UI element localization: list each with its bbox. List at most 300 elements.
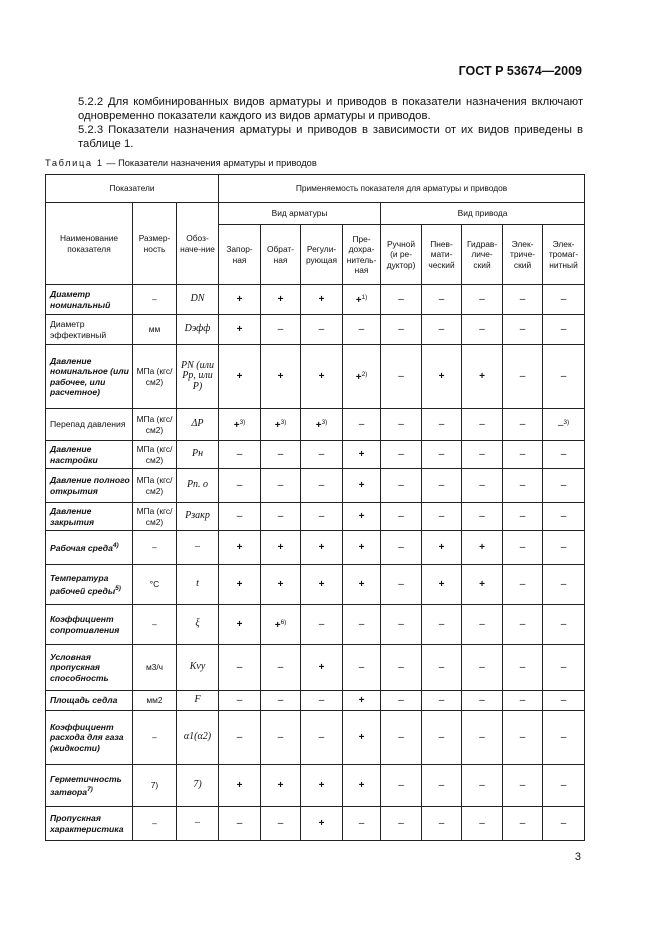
header-applicability: Применяемость показателя для арматуры и приводов bbox=[219, 175, 585, 203]
dash-mark: – bbox=[519, 510, 526, 522]
row-name-text: Давление полного открытия bbox=[50, 475, 130, 496]
applicability-cell bbox=[301, 503, 343, 531]
applicability-cell bbox=[219, 409, 261, 441]
dash-mark: – bbox=[358, 618, 365, 630]
row-name-text: Перепад давления bbox=[50, 419, 126, 430]
applicability-cell bbox=[462, 441, 503, 469]
plus-mark: + bbox=[277, 541, 284, 553]
row-name bbox=[46, 807, 133, 841]
applicability-cell bbox=[261, 441, 301, 469]
plus-mark: + bbox=[277, 370, 284, 382]
plus-mark: + bbox=[318, 541, 325, 553]
dash-mark: – bbox=[479, 618, 485, 630]
applicability-cell bbox=[462, 531, 503, 565]
applicability-cell bbox=[301, 285, 343, 315]
applicability-cell bbox=[301, 605, 343, 645]
applicability-cell bbox=[503, 469, 543, 503]
header-col-symbol: Обоз-наче-ние bbox=[177, 203, 219, 285]
row-unit: МПа (кгс/см2) bbox=[133, 441, 177, 469]
dash-mark: – bbox=[479, 510, 485, 522]
applicability-cell bbox=[219, 315, 261, 345]
row-symbol: F bbox=[177, 691, 219, 711]
row-unit: мм2 bbox=[133, 691, 177, 711]
applicability-cell bbox=[422, 605, 462, 645]
plus-mark: + bbox=[358, 694, 365, 706]
dash-mark: – bbox=[318, 510, 325, 522]
applicability-cell bbox=[343, 469, 381, 503]
applicability-cell bbox=[503, 565, 543, 605]
table-caption-label: Таблица 1 bbox=[45, 158, 104, 168]
row-symbol: Pп. о bbox=[177, 469, 219, 503]
dash-mark: – bbox=[398, 731, 404, 743]
indicators-table bbox=[45, 174, 585, 841]
row-unit: МПа (кгс/см2) bbox=[133, 409, 177, 441]
applicability-cell bbox=[261, 285, 301, 315]
dash-mark: – bbox=[398, 541, 404, 553]
dash-mark: – bbox=[560, 694, 567, 706]
plus-mark: + bbox=[315, 419, 322, 431]
row-unit: – bbox=[133, 605, 177, 645]
dash-mark: – bbox=[438, 694, 445, 706]
table-row bbox=[46, 765, 585, 807]
dash-mark: – bbox=[519, 370, 526, 382]
applicability-cell bbox=[219, 765, 261, 807]
row-symbol: Pн bbox=[177, 441, 219, 469]
row-symbol: PN (или Pр, или P) bbox=[177, 345, 219, 409]
dash-mark: – bbox=[438, 293, 445, 305]
applicability-cell bbox=[381, 807, 422, 841]
dash-mark: – bbox=[560, 323, 567, 335]
header-fittings-type: Вид арматуры bbox=[219, 203, 381, 225]
dash-mark: – bbox=[318, 694, 325, 706]
table-caption bbox=[45, 158, 317, 168]
dash-mark: – bbox=[479, 293, 485, 305]
dash-mark: – bbox=[560, 578, 567, 590]
header-drive-col: Пнев-мати-ческий bbox=[422, 225, 462, 285]
applicability-cell bbox=[462, 765, 503, 807]
plus-mark: + bbox=[236, 541, 243, 553]
applicability-cell bbox=[543, 503, 585, 531]
row-unit: 7) bbox=[133, 765, 177, 807]
applicability-cell bbox=[261, 315, 301, 345]
applicability-cell bbox=[381, 565, 422, 605]
plus-mark: + bbox=[318, 661, 325, 673]
header-indicators: Показатели bbox=[46, 175, 219, 203]
applicability-cell bbox=[381, 345, 422, 409]
applicability-cell bbox=[503, 441, 543, 469]
dash-mark: – bbox=[277, 448, 284, 460]
row-name bbox=[46, 565, 133, 605]
dash-mark: – bbox=[398, 448, 404, 460]
applicability-cell bbox=[381, 765, 422, 807]
applicability-cell bbox=[343, 503, 381, 531]
table-body bbox=[46, 175, 585, 841]
dash-mark: – bbox=[398, 418, 404, 430]
row-name bbox=[46, 469, 133, 503]
dash-mark: – bbox=[398, 661, 404, 673]
applicability-cell bbox=[462, 645, 503, 691]
applicability-cell bbox=[503, 691, 543, 711]
row-name bbox=[46, 285, 133, 315]
dash-mark: – bbox=[479, 779, 485, 791]
applicability-cell bbox=[503, 345, 543, 409]
dash-mark: – bbox=[318, 618, 325, 630]
applicability-cell bbox=[261, 503, 301, 531]
dash-mark: – bbox=[519, 541, 526, 553]
row-symbol: DN bbox=[177, 285, 219, 315]
row-unit: – bbox=[133, 285, 177, 315]
applicability-cell bbox=[543, 285, 585, 315]
applicability-cell bbox=[219, 565, 261, 605]
cell-footnote: 2) bbox=[361, 370, 368, 378]
applicability-cell bbox=[422, 765, 462, 807]
row-name-text: Герметичность затвора bbox=[50, 774, 122, 797]
applicability-cell bbox=[343, 807, 381, 841]
applicability-cell bbox=[503, 711, 543, 765]
dash-mark: – bbox=[398, 510, 404, 522]
dash-mark: – bbox=[560, 661, 567, 673]
applicability-cell bbox=[261, 711, 301, 765]
dash-mark: – bbox=[358, 817, 365, 829]
applicability-cell bbox=[219, 711, 261, 765]
plus-mark: + bbox=[438, 578, 445, 590]
applicability-cell bbox=[381, 315, 422, 345]
dash-mark: – bbox=[277, 817, 284, 829]
header-fitting-col: Обрат-ная bbox=[261, 225, 301, 285]
table-row bbox=[46, 565, 585, 605]
applicability-cell bbox=[462, 565, 503, 605]
dash-mark: – bbox=[277, 479, 284, 491]
row-symbol: – bbox=[177, 807, 219, 841]
applicability-cell bbox=[301, 565, 343, 605]
row-unit: мм bbox=[133, 315, 177, 345]
row-name-footnote: 5) bbox=[115, 584, 121, 592]
dash-mark: – bbox=[519, 779, 526, 791]
dash-mark: – bbox=[438, 323, 445, 335]
dash-mark: – bbox=[560, 293, 567, 305]
applicability-cell bbox=[219, 605, 261, 645]
dash-mark: – bbox=[479, 661, 485, 673]
dash-mark: – bbox=[479, 418, 485, 430]
applicability-cell bbox=[422, 469, 462, 503]
cell-footnote: 3) bbox=[239, 418, 246, 426]
row-name-text: Температура рабочей среды bbox=[50, 573, 116, 596]
applicability-cell bbox=[543, 409, 585, 441]
plus-mark: + bbox=[358, 779, 365, 791]
dash-mark: – bbox=[479, 479, 485, 491]
applicability-cell bbox=[301, 531, 343, 565]
dash-mark: – bbox=[519, 479, 526, 491]
applicability-cell bbox=[301, 807, 343, 841]
applicability-cell bbox=[343, 345, 381, 409]
plus-mark: + bbox=[318, 817, 325, 829]
dash-mark: – bbox=[236, 448, 243, 460]
plus-mark: + bbox=[318, 578, 325, 590]
plus-mark: + bbox=[277, 779, 284, 791]
applicability-cell bbox=[543, 645, 585, 691]
applicability-cell bbox=[343, 531, 381, 565]
row-symbol: t bbox=[177, 565, 219, 605]
applicability-cell bbox=[543, 441, 585, 469]
applicability-cell bbox=[343, 711, 381, 765]
applicability-cell bbox=[503, 285, 543, 315]
plus-mark: + bbox=[479, 541, 485, 553]
table-row bbox=[46, 531, 585, 565]
dash-mark: – bbox=[236, 694, 243, 706]
row-unit: МПа (кгс/см2) bbox=[133, 503, 177, 531]
dash-mark: – bbox=[438, 418, 445, 430]
plus-mark: + bbox=[318, 370, 325, 382]
applicability-cell bbox=[261, 645, 301, 691]
applicability-cell bbox=[301, 315, 343, 345]
row-name-text: Давление закрытия bbox=[50, 506, 95, 527]
applicability-cell bbox=[422, 409, 462, 441]
document-id: ГОСТ Р 53674—2009 bbox=[458, 64, 582, 78]
applicability-cell bbox=[422, 285, 462, 315]
applicability-cell bbox=[381, 711, 422, 765]
row-name-text: Давление номинальное (или рабочее, или расчетное) bbox=[50, 355, 129, 397]
plus-mark: + bbox=[277, 293, 284, 305]
applicability-cell bbox=[219, 285, 261, 315]
applicability-cell bbox=[422, 691, 462, 711]
applicability-cell bbox=[381, 691, 422, 711]
applicability-cell bbox=[343, 645, 381, 691]
applicability-cell bbox=[462, 409, 503, 441]
applicability-cell bbox=[301, 441, 343, 469]
dash-mark: – bbox=[438, 731, 445, 743]
dash-mark: – bbox=[318, 323, 325, 335]
dash-mark: – bbox=[560, 370, 567, 382]
table-row bbox=[46, 645, 585, 691]
applicability-cell bbox=[503, 645, 543, 691]
plus-mark: + bbox=[358, 479, 365, 491]
table-row bbox=[46, 409, 585, 441]
dash-mark: – bbox=[560, 817, 567, 829]
row-name bbox=[46, 345, 133, 409]
applicability-cell bbox=[261, 469, 301, 503]
plus-mark: + bbox=[236, 370, 243, 382]
row-unit: – bbox=[133, 807, 177, 841]
table-row bbox=[46, 807, 585, 841]
header-fitting-col: Пре-дохра-нитель-ная bbox=[343, 225, 381, 285]
dash-mark: – bbox=[358, 661, 365, 673]
table-row bbox=[46, 469, 585, 503]
applicability-cell bbox=[503, 605, 543, 645]
applicability-cell bbox=[261, 765, 301, 807]
applicability-cell bbox=[301, 711, 343, 765]
row-unit: – bbox=[133, 711, 177, 765]
row-symbol: α1(α2) bbox=[177, 711, 219, 765]
applicability-cell bbox=[381, 441, 422, 469]
dash-mark: – bbox=[560, 731, 567, 743]
dash-mark: – bbox=[398, 370, 404, 382]
applicability-cell bbox=[422, 315, 462, 345]
paragraph-5-2-3: 5.2.3 Показатели назначения арматуры и приводов в зависимости от их видов приведены в таблице 1. bbox=[78, 124, 583, 150]
dash-mark: – bbox=[519, 293, 526, 305]
applicability-cell bbox=[381, 645, 422, 691]
applicability-cell bbox=[343, 315, 381, 345]
table-row bbox=[46, 691, 585, 711]
dash-mark: – bbox=[358, 323, 365, 335]
dash-mark: – bbox=[560, 510, 567, 522]
applicability-cell bbox=[422, 711, 462, 765]
dash-mark: – bbox=[438, 779, 445, 791]
applicability-cell bbox=[343, 691, 381, 711]
applicability-cell bbox=[462, 807, 503, 841]
row-name bbox=[46, 441, 133, 469]
dash-mark: – bbox=[236, 661, 243, 673]
applicability-cell bbox=[422, 645, 462, 691]
applicability-cell bbox=[543, 345, 585, 409]
plus-mark: + bbox=[236, 323, 243, 335]
applicability-cell bbox=[422, 807, 462, 841]
dash-mark: – bbox=[519, 448, 526, 460]
plus-mark: + bbox=[358, 510, 365, 522]
applicability-cell bbox=[381, 531, 422, 565]
dash-mark: – bbox=[557, 419, 564, 431]
applicability-cell bbox=[503, 409, 543, 441]
dash-mark: – bbox=[277, 694, 284, 706]
header-drive-col: Элек-тромаг-нитный bbox=[543, 225, 585, 285]
dash-mark: – bbox=[398, 578, 404, 590]
dash-mark: – bbox=[519, 661, 526, 673]
applicability-cell bbox=[219, 691, 261, 711]
dash-mark: – bbox=[519, 418, 526, 430]
plus-mark: + bbox=[236, 293, 243, 305]
applicability-cell bbox=[543, 691, 585, 711]
table-row bbox=[46, 345, 585, 409]
applicability-cell bbox=[343, 285, 381, 315]
plus-mark: + bbox=[358, 731, 365, 743]
table-row bbox=[46, 285, 585, 315]
header-fitting-col: Регули-рующая bbox=[301, 225, 343, 285]
applicability-cell bbox=[503, 765, 543, 807]
row-name-text: Площадь седла bbox=[50, 695, 118, 706]
header-drive-col: Гидрав-личе-ский bbox=[462, 225, 503, 285]
plus-mark: + bbox=[438, 370, 445, 382]
applicability-cell bbox=[219, 441, 261, 469]
plus-mark: + bbox=[236, 779, 243, 791]
row-name bbox=[46, 711, 133, 765]
header-row-1 bbox=[46, 175, 585, 203]
dash-mark: – bbox=[479, 817, 485, 829]
applicability-cell bbox=[219, 345, 261, 409]
dash-mark: – bbox=[519, 578, 526, 590]
applicability-cell bbox=[462, 691, 503, 711]
paragraph-5-2-2: 5.2.2 Для комбинированных видов арматуры и приводов в показатели назначения включают одновременно показатели каждого из видов арматуры и приводов. bbox=[78, 96, 583, 122]
dash-mark: – bbox=[479, 448, 485, 460]
cell-footnote: 3) bbox=[280, 418, 287, 426]
row-symbol: – bbox=[177, 531, 219, 565]
plus-mark: + bbox=[318, 779, 325, 791]
applicability-cell bbox=[261, 345, 301, 409]
applicability-cell bbox=[301, 469, 343, 503]
applicability-cell bbox=[462, 345, 503, 409]
applicability-cell bbox=[219, 807, 261, 841]
applicability-cell bbox=[462, 469, 503, 503]
dash-mark: – bbox=[236, 731, 243, 743]
dash-mark: – bbox=[438, 661, 445, 673]
dash-mark: – bbox=[277, 731, 284, 743]
cell-footnote: 6) bbox=[280, 618, 287, 626]
dash-mark: – bbox=[479, 694, 485, 706]
plus-mark: + bbox=[236, 578, 243, 590]
applicability-cell bbox=[261, 565, 301, 605]
row-symbol: ξ bbox=[177, 605, 219, 645]
applicability-cell bbox=[343, 409, 381, 441]
applicability-cell bbox=[462, 605, 503, 645]
table-row bbox=[46, 315, 585, 345]
header-drive-col: Ручной (и ре-дуктор) bbox=[381, 225, 422, 285]
applicability-cell bbox=[301, 765, 343, 807]
plus-mark: + bbox=[274, 419, 281, 431]
plus-mark: + bbox=[479, 370, 485, 382]
plus-mark: + bbox=[233, 419, 240, 431]
row-unit: – bbox=[133, 531, 177, 565]
applicability-cell bbox=[543, 605, 585, 645]
header-fitting-col: Запор-ная bbox=[219, 225, 261, 285]
applicability-cell bbox=[462, 503, 503, 531]
dash-mark: – bbox=[318, 479, 325, 491]
applicability-cell bbox=[543, 531, 585, 565]
applicability-cell bbox=[219, 645, 261, 691]
row-symbol: Kvy bbox=[177, 645, 219, 691]
cell-footnote: 3) bbox=[563, 418, 570, 426]
row-unit: °С bbox=[133, 565, 177, 605]
dash-mark: – bbox=[519, 323, 526, 335]
dash-mark: – bbox=[358, 418, 365, 430]
dash-mark: – bbox=[398, 479, 404, 491]
applicability-cell bbox=[503, 315, 543, 345]
row-name-text: Рабочая среда bbox=[50, 543, 113, 554]
applicability-cell bbox=[343, 765, 381, 807]
dash-mark: – bbox=[398, 618, 404, 630]
dash-mark: – bbox=[519, 817, 526, 829]
applicability-cell bbox=[219, 503, 261, 531]
applicability-cell bbox=[543, 765, 585, 807]
plus-mark: + bbox=[438, 541, 445, 553]
applicability-cell bbox=[543, 711, 585, 765]
applicability-cell bbox=[301, 691, 343, 711]
dash-mark: – bbox=[519, 694, 526, 706]
row-symbol: Dэфф bbox=[177, 315, 219, 345]
applicability-cell bbox=[343, 565, 381, 605]
applicability-cell bbox=[381, 469, 422, 503]
header-drive-col: Элек-триче-ский bbox=[503, 225, 543, 285]
dash-mark: – bbox=[438, 479, 445, 491]
dash-mark: – bbox=[560, 541, 567, 553]
applicability-cell bbox=[381, 409, 422, 441]
row-name-text: Коэффициент расхода для газа (жидкости) bbox=[50, 722, 124, 753]
dash-mark: – bbox=[236, 817, 243, 829]
applicability-cell bbox=[381, 503, 422, 531]
row-name bbox=[46, 409, 133, 441]
dash-mark: – bbox=[277, 323, 284, 335]
dash-mark: – bbox=[277, 510, 284, 522]
dash-mark: – bbox=[438, 448, 445, 460]
row-unit: МПа (кгс/см2) bbox=[133, 345, 177, 409]
row-symbol: ΔP bbox=[177, 409, 219, 441]
cell-footnote: 3) bbox=[321, 418, 328, 426]
applicability-cell bbox=[462, 285, 503, 315]
dash-mark: – bbox=[560, 448, 567, 460]
row-name bbox=[46, 765, 133, 807]
row-name bbox=[46, 503, 133, 531]
plus-mark: + bbox=[358, 448, 365, 460]
applicability-cell bbox=[503, 531, 543, 565]
plus-mark: + bbox=[355, 371, 362, 383]
row-name-text: Диаметр эффективный bbox=[50, 319, 107, 340]
